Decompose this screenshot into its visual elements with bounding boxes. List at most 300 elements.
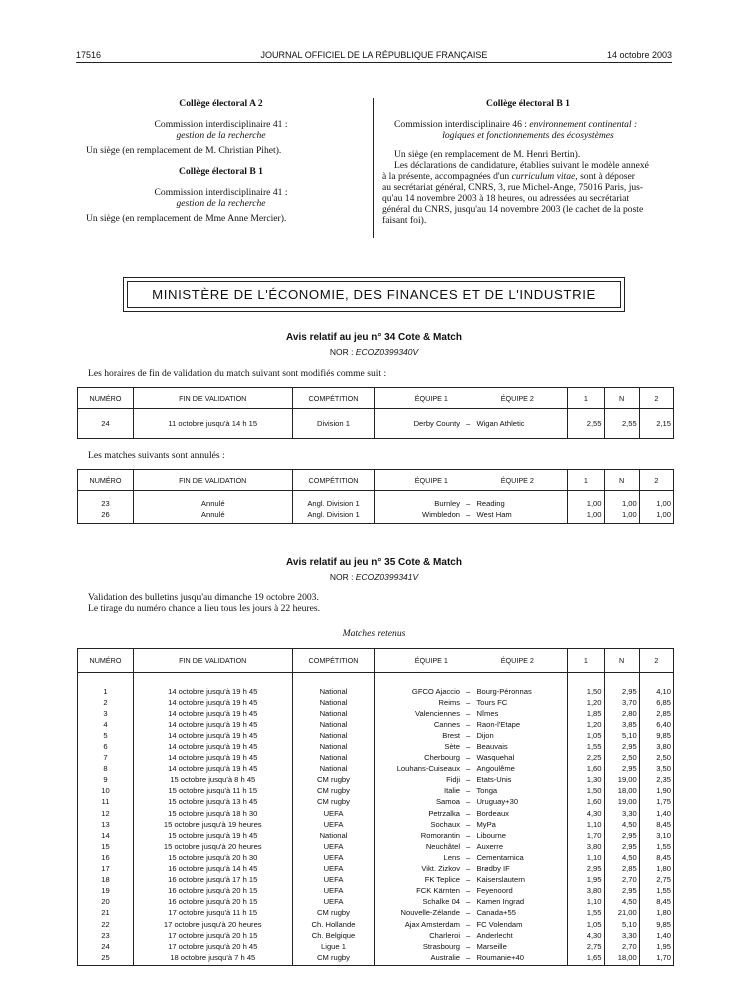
cell-e2: Etats-Unis — [476, 775, 512, 785]
table-modified-match — [77, 387, 674, 439]
cell-sep: – — [466, 686, 471, 696]
cell-o1: 4,30 — [568, 930, 604, 941]
cell-empty — [555, 752, 567, 763]
cell-num: 6 — [78, 741, 134, 752]
cell-sep: – — [466, 742, 471, 752]
cell-fin: 14 octobre jusqu'à 19 h 45 — [133, 719, 292, 730]
cell-o2: 1,75 — [639, 796, 673, 807]
cell-o2: 9,85 — [639, 730, 673, 741]
avis35-title: Avis relatif au jeu n° 35 Cote & Match — [286, 557, 462, 568]
cell-empty — [555, 708, 567, 719]
commission-46: Commission interdisciplinaire 46 : — [394, 119, 527, 130]
cell-e1: Romorantin — [375, 830, 462, 841]
cell-num: 3 — [78, 708, 134, 719]
cell-empty — [555, 852, 567, 863]
avis35-nor-code: ECOZ0399341V — [355, 572, 419, 582]
cell-e2: Bourg-Péronnas — [476, 686, 532, 696]
cell-on: 2,95 — [604, 741, 639, 752]
cell-comp: CM rugby — [292, 785, 375, 796]
col-numero: NUMÉRO — [78, 388, 134, 409]
cell-e1: Ajax Amsterdam — [375, 918, 462, 929]
cell-num: 13 — [78, 819, 134, 830]
cell-sep: – — [466, 875, 471, 885]
cell-comp: UEFA — [292, 819, 375, 830]
siege-b: Un siège (en remplacement de Mme Anne Mercier). — [86, 213, 287, 224]
cell-sep: – — [466, 864, 471, 874]
college-a2-title: Collège électoral A 2 — [179, 98, 263, 109]
cell-comp: Ch. Belgique — [292, 930, 375, 941]
cell-o1: 1,70 — [568, 830, 604, 841]
cell-on: 3,70 — [604, 697, 639, 708]
cell-empty — [555, 874, 567, 885]
table-bottom — [78, 429, 674, 439]
cell-o2: 1,80 — [639, 907, 673, 918]
cell-e2: Tours FC — [476, 697, 508, 707]
cell-o2: 8,45 — [639, 819, 673, 830]
table-row — [78, 752, 674, 763]
table-row — [78, 708, 674, 719]
cell-on: 18,00 — [604, 952, 639, 963]
table-row — [78, 418, 674, 429]
cell-o2: 4,10 — [639, 686, 673, 697]
col-equipe1: ÉQUIPE 1 — [414, 475, 448, 485]
table-row — [78, 863, 674, 874]
cell-empty — [555, 796, 567, 807]
cell-empty — [555, 697, 567, 708]
cell-num: 26 — [78, 509, 134, 520]
cell-num: 19 — [78, 885, 134, 896]
decl-line-2a: à la présente, accompagnées d'un — [382, 171, 512, 182]
cell-e1: Burnley — [375, 499, 462, 510]
avis34-title: Avis relatif au jeu n° 34 Cote & Match — [286, 332, 462, 343]
cell-o1: 1,55 — [568, 907, 604, 918]
col-competition: COMPÉTITION — [292, 649, 375, 673]
cell-comp: Ligue 1 — [292, 941, 375, 952]
cell-comp: National — [292, 686, 375, 697]
cell-sep: – — [466, 764, 471, 774]
col-equipe1: ÉQUIPE 1 — [414, 656, 448, 665]
cell-sep: – — [466, 730, 471, 740]
cell-comp: National — [292, 708, 375, 719]
cell-e1: FCK Kärnten — [375, 885, 462, 896]
cell-fin: 15 octobre jusqu'à 11 h 15 — [133, 785, 292, 796]
table-row — [78, 686, 674, 697]
cell-e1: Nouvelle-Zélande — [375, 907, 462, 918]
cell-comp: National — [292, 741, 375, 752]
cell-o1: 3,80 — [568, 841, 604, 852]
cell-comp: UEFA — [292, 896, 375, 907]
avis34-cancel-intro: Les matches suivants sont annulés : — [88, 450, 225, 461]
table-row — [78, 697, 674, 708]
commission-41-a: Commission interdisciplinaire 41 : — [154, 119, 288, 130]
col-n: N — [604, 388, 639, 409]
cell-o2: 2,50 — [639, 752, 673, 763]
table-row — [78, 763, 674, 774]
cell-o1: 2,55 — [568, 418, 604, 429]
cell-num: 18 — [78, 874, 134, 885]
cell-on: 2,70 — [604, 941, 639, 952]
college-b1-title-left: Collège électoral B 1 — [179, 166, 263, 177]
cell-empty — [555, 785, 567, 796]
right-column — [382, 98, 674, 226]
cell-o1: 1,55 — [568, 741, 604, 752]
cell-fin: 16 octobre jusqu'à 14 h 45 — [133, 863, 292, 874]
cell-num: 15 — [78, 841, 134, 852]
cell-empty — [555, 774, 567, 785]
table-row — [78, 830, 674, 841]
col-2: 2 — [639, 388, 673, 409]
table-row — [78, 785, 674, 796]
table-cancelled-matches — [77, 469, 674, 524]
table-spacer — [78, 673, 674, 686]
cell-comp: UEFA — [292, 874, 375, 885]
cell-e2: Canada+55 — [476, 908, 516, 918]
avis34-nor-label: NOR : — [329, 347, 356, 357]
cell-o2: 2,35 — [639, 774, 673, 785]
table-row — [78, 874, 674, 885]
cell-e1: Lens — [375, 852, 462, 863]
cell-empty — [555, 830, 567, 841]
cell-e1: Derby County — [375, 418, 462, 429]
avis34-nor — [0, 347, 748, 357]
cell-e1: Petrzalka — [375, 808, 462, 819]
cell-o2: 1,80 — [639, 863, 673, 874]
commission-41-b: Commission interdisciplinaire 41 : — [154, 187, 288, 198]
cell-sep: – — [466, 775, 471, 785]
cell-on: 1,00 — [604, 509, 639, 520]
table-row — [78, 730, 674, 741]
cell-e2: Kaiserslautern — [476, 875, 525, 885]
cell-on: 19,00 — [604, 774, 639, 785]
cell-comp: National — [292, 763, 375, 774]
cell-comp: CM rugby — [292, 774, 375, 785]
cell-sep: – — [466, 952, 471, 962]
cell-comp: UEFA — [292, 841, 375, 852]
cell-e2: Wigan Athletic — [476, 418, 525, 428]
col-fin: FIN DE VALIDATION — [133, 470, 292, 491]
cell-comp: National — [292, 730, 375, 741]
cell-o2: 2,15 — [639, 418, 673, 429]
cell-o2: 1,95 — [639, 941, 673, 952]
cell-empty — [555, 686, 567, 697]
cell-e2: Nîmes — [476, 708, 499, 718]
page-number: 17516 — [76, 50, 102, 60]
cell-fin: 15 octobre jusqu'à 8 h 45 — [133, 774, 292, 785]
col-equipes — [375, 388, 568, 409]
cell-sep: – — [466, 841, 471, 851]
table-row — [78, 796, 674, 807]
commission-46-italic-2: logiques et fonctionnements des écosystèmes — [442, 130, 614, 141]
cell-e2: Angoulême — [476, 764, 515, 774]
cell-o2: 1,90 — [639, 785, 673, 796]
table-row — [78, 918, 674, 929]
cell-comp: National — [292, 752, 375, 763]
decl-line-4: qu'au 14 novembre 2003 à 18 heures, ou adressées au secrétariat — [382, 193, 630, 204]
cell-o2: 3,80 — [639, 741, 673, 752]
table-row — [78, 774, 674, 785]
cell-o2: 1,70 — [639, 952, 673, 963]
cell-o2: 1,00 — [639, 509, 673, 520]
cell-empty — [555, 907, 567, 918]
cell-fin: 16 octobre jusqu'à 20 h 15 — [133, 885, 292, 896]
cell-num: 16 — [78, 852, 134, 863]
col-equipes — [375, 649, 568, 673]
table-bottom — [78, 520, 674, 524]
table-matches-retenus — [77, 648, 674, 966]
cell-o1: 2,25 — [568, 752, 604, 763]
cell-e2: Feyenoord — [476, 886, 513, 896]
cell-empty — [555, 763, 567, 774]
cell-fin: Annulé — [133, 509, 292, 520]
cell-empty — [555, 719, 567, 730]
ministry-heading: MINISTÈRE DE L'ÉCONOMIE, DES FINANCES ET DE L'INDUSTRIE — [127, 281, 621, 308]
table-row — [78, 819, 674, 830]
cell-comp: National — [292, 719, 375, 730]
cell-o1: 1,60 — [568, 796, 604, 807]
col-numero: NUMÉRO — [78, 649, 134, 673]
cell-e1: Louhans-Cuiseaux — [375, 763, 462, 774]
cell-o2: 3,50 — [639, 763, 673, 774]
cell-o2: 9,85 — [639, 918, 673, 929]
cell-sep: – — [466, 919, 471, 929]
cell-o2: 6,85 — [639, 697, 673, 708]
cell-on: 2,70 — [604, 874, 639, 885]
table-row — [78, 941, 674, 952]
cell-e2: Wasquehal — [476, 753, 515, 763]
cell-e2: Bordeaux — [476, 808, 509, 818]
cell-sep: – — [466, 753, 471, 763]
cell-num: 10 — [78, 785, 134, 796]
cell-num: 8 — [78, 763, 134, 774]
cell-o1: 1,10 — [568, 852, 604, 863]
col-numero: NUMÉRO — [78, 470, 134, 491]
cell-e2: Beauvais — [476, 742, 508, 752]
cell-e2: Anderlecht — [476, 930, 513, 940]
cell-num: 25 — [78, 952, 134, 963]
cell-fin: 15 octobre jusqu'à 19 heures — [133, 819, 292, 830]
cell-e1: Strasbourg — [375, 941, 462, 952]
cell-on: 5,10 — [604, 918, 639, 929]
cell-empty — [555, 941, 567, 952]
cell-fin: 14 octobre jusqu'à 19 h 45 — [133, 752, 292, 763]
cell-o1: 1,30 — [568, 774, 604, 785]
cell-fin: 14 octobre jusqu'à 19 h 45 — [133, 708, 292, 719]
cell-fin: 17 octobre jusqu'à 20 h 15 — [133, 930, 292, 941]
cell-on: 2,85 — [604, 863, 639, 874]
cell-num: 23 — [78, 930, 134, 941]
left-column — [76, 98, 366, 224]
cell-fin: 17 octobre jusqu'à 20 h 45 — [133, 941, 292, 952]
cell-o1: 1,00 — [568, 499, 604, 510]
cell-on: 4,50 — [604, 819, 639, 830]
cell-sep: – — [466, 509, 471, 519]
cell-on: 2,80 — [604, 708, 639, 719]
cell-num: 5 — [78, 730, 134, 741]
cell-fin: 15 octobre jusqu'à 20 heures — [133, 841, 292, 852]
table-bottom — [78, 963, 674, 966]
college-b1-title-right: Collège électoral B 1 — [486, 98, 570, 109]
cell-on: 4,50 — [604, 896, 639, 907]
col-2: 2 — [639, 649, 673, 673]
col-fin: FIN DE VALIDATION — [133, 388, 292, 409]
cell-sep: – — [466, 697, 471, 707]
cell-sep: – — [466, 897, 471, 907]
cell-sep: – — [466, 708, 471, 718]
cell-e2: Reading — [476, 499, 505, 509]
cell-empty — [555, 418, 567, 429]
cell-fin: 17 octobre jusqu'à 11 h 15 — [133, 907, 292, 918]
table-spacer — [78, 491, 674, 499]
cell-o1: 1,95 — [568, 874, 604, 885]
cell-e1: Reims — [375, 697, 462, 708]
cell-num: 21 — [78, 907, 134, 918]
table-row — [78, 719, 674, 730]
cell-o1: 2,75 — [568, 941, 604, 952]
cell-o1: 2,95 — [568, 863, 604, 874]
cell-fin: 14 octobre jusqu'à 19 h 45 — [133, 763, 292, 774]
cell-e1: Italie — [375, 785, 462, 796]
cell-e2: Libourne — [476, 830, 507, 840]
decl-line-5: général du CNRS, jusqu'au 14 novembre 2003 (le cachet de la poste — [382, 204, 644, 215]
cell-e1: Schalke 04 — [375, 896, 462, 907]
cell-sep: – — [466, 499, 471, 509]
cell-e2: Cementarnica — [476, 852, 524, 862]
cell-empty — [555, 741, 567, 752]
table-row — [78, 930, 674, 941]
cell-empty — [555, 896, 567, 907]
cell-fin: Annulé — [133, 499, 292, 510]
avis35-line2: Le tirage du numéro chance a lieu tous les jours à 22 heures. — [88, 603, 321, 614]
cell-sep: – — [466, 786, 471, 796]
avis35-nor-label: NOR : — [329, 572, 356, 582]
cell-num: 4 — [78, 719, 134, 730]
table-row — [78, 741, 674, 752]
cell-num: 20 — [78, 896, 134, 907]
cell-sep: – — [466, 719, 471, 729]
cell-e1: Wimbledon — [375, 509, 462, 520]
cell-num: 11 — [78, 796, 134, 807]
cell-fin: 16 octobre jusqu'à 17 h 15 — [133, 874, 292, 885]
table-row — [78, 509, 674, 520]
cell-o2: 1,40 — [639, 808, 673, 819]
cell-o2: 1,55 — [639, 885, 673, 896]
cell-e2: Auxerre — [476, 841, 504, 851]
cell-o2: 2,85 — [639, 708, 673, 719]
cell-o1: 1,60 — [568, 763, 604, 774]
table-row — [78, 499, 674, 510]
cell-fin: 18 octobre jusqu'à 7 h 45 — [133, 952, 292, 963]
cell-o2: 8,45 — [639, 896, 673, 907]
cell-empty — [555, 808, 567, 819]
cell-on: 4,50 — [604, 852, 639, 863]
cell-o2: 8,45 — [639, 852, 673, 863]
cell-e1: Fidji — [375, 774, 462, 785]
cell-num: 1 — [78, 686, 134, 697]
table-row — [78, 841, 674, 852]
cell-sep: – — [466, 908, 471, 918]
cell-on: 2,95 — [604, 885, 639, 896]
cell-fin: 14 octobre jusqu'à 19 h 45 — [133, 686, 292, 697]
cell-sep: – — [466, 830, 471, 840]
cell-e1: Vikt. Zizkov — [375, 863, 462, 874]
cell-num: 22 — [78, 918, 134, 929]
table-row — [78, 852, 674, 863]
decl-line-1: Les déclarations de candidature, établies suivant le modèle annexé — [394, 160, 649, 171]
cell-sep: – — [466, 797, 471, 807]
cell-on: 2,95 — [604, 830, 639, 841]
cell-comp: UEFA — [292, 808, 375, 819]
cell-comp: Division 1 — [292, 418, 375, 429]
gestion-a: gestion de la recherche — [176, 130, 266, 141]
cell-comp: Angl. Division 1 — [292, 509, 375, 520]
cell-o2: 2,75 — [639, 874, 673, 885]
col-2: 2 — [639, 470, 673, 491]
cell-num: 23 — [78, 499, 134, 510]
cell-fin: 17 octobre jusqu'à 20 heures — [133, 918, 292, 929]
cell-sep: – — [466, 852, 471, 862]
cell-fin: 14 octobre jusqu'à 19 h 45 — [133, 741, 292, 752]
cell-num: 12 — [78, 808, 134, 819]
cell-on: 3,85 — [604, 719, 639, 730]
cell-o2: 1,55 — [639, 841, 673, 852]
cell-num: 24 — [78, 941, 134, 952]
cell-o2: 6,40 — [639, 719, 673, 730]
col-n: N — [604, 649, 639, 673]
decl-line-2c: , sont à déposer — [575, 171, 635, 182]
table-row — [78, 885, 674, 896]
col-equipes — [375, 470, 568, 491]
cell-e1: Samoa — [375, 796, 462, 807]
cell-num: 9 — [78, 774, 134, 785]
cell-on: 3,30 — [604, 930, 639, 941]
cell-empty — [555, 841, 567, 852]
cell-empty — [555, 952, 567, 963]
avis34-intro: Les horaires de fin de validation du match suivant sont modifiés comme suit : — [88, 368, 387, 379]
cell-o2: 1,40 — [639, 930, 673, 941]
cell-e1: Valenciennes — [375, 708, 462, 719]
decl-line-2b: curriculum vitae — [511, 171, 576, 182]
cell-o2: 1,00 — [639, 499, 673, 510]
cell-on: 2,95 — [604, 841, 639, 852]
cell-e1: Cannes — [375, 719, 462, 730]
cell-fin: 11 octobre jusqu'à 14 h 15 — [133, 418, 292, 429]
cell-fin: 16 octobre jusqu'à 20 h 15 — [133, 896, 292, 907]
cell-o1: 3,80 — [568, 885, 604, 896]
col-equipe2: ÉQUIPE 2 — [500, 393, 534, 403]
cell-e2: Dijon — [476, 730, 494, 740]
cell-o1: 1,85 — [568, 708, 604, 719]
cell-empty — [555, 509, 567, 520]
cell-e1: Sochaux — [375, 819, 462, 830]
matches-retenus: Matches retenus — [342, 628, 406, 639]
cell-fin: 15 octobre jusqu'à 20 h 30 — [133, 852, 292, 863]
cell-o1: 1,50 — [568, 785, 604, 796]
cell-sep: – — [466, 819, 471, 829]
cell-e1: Brest — [375, 730, 462, 741]
cell-e1: FK Teplice — [375, 874, 462, 885]
avis34-nor-code: ECOZ0399340V — [355, 347, 419, 357]
cell-e1: Sète — [375, 741, 462, 752]
cell-fin: 14 octobre jusqu'à 19 h 45 — [133, 730, 292, 741]
col-1: 1 — [568, 470, 604, 491]
col-equipe2: ÉQUIPE 2 — [500, 656, 534, 665]
col-equipe1: ÉQUIPE 1 — [414, 393, 448, 403]
cell-num: 17 — [78, 863, 134, 874]
cell-sep: – — [466, 941, 471, 951]
journal-title: JOURNAL OFFICIEL DE LA RÉPUBLIQUE FRANÇAISE — [260, 50, 488, 60]
cell-empty — [555, 819, 567, 830]
cell-fin: 15 octobre jusqu'à 19 h 45 — [133, 830, 292, 841]
